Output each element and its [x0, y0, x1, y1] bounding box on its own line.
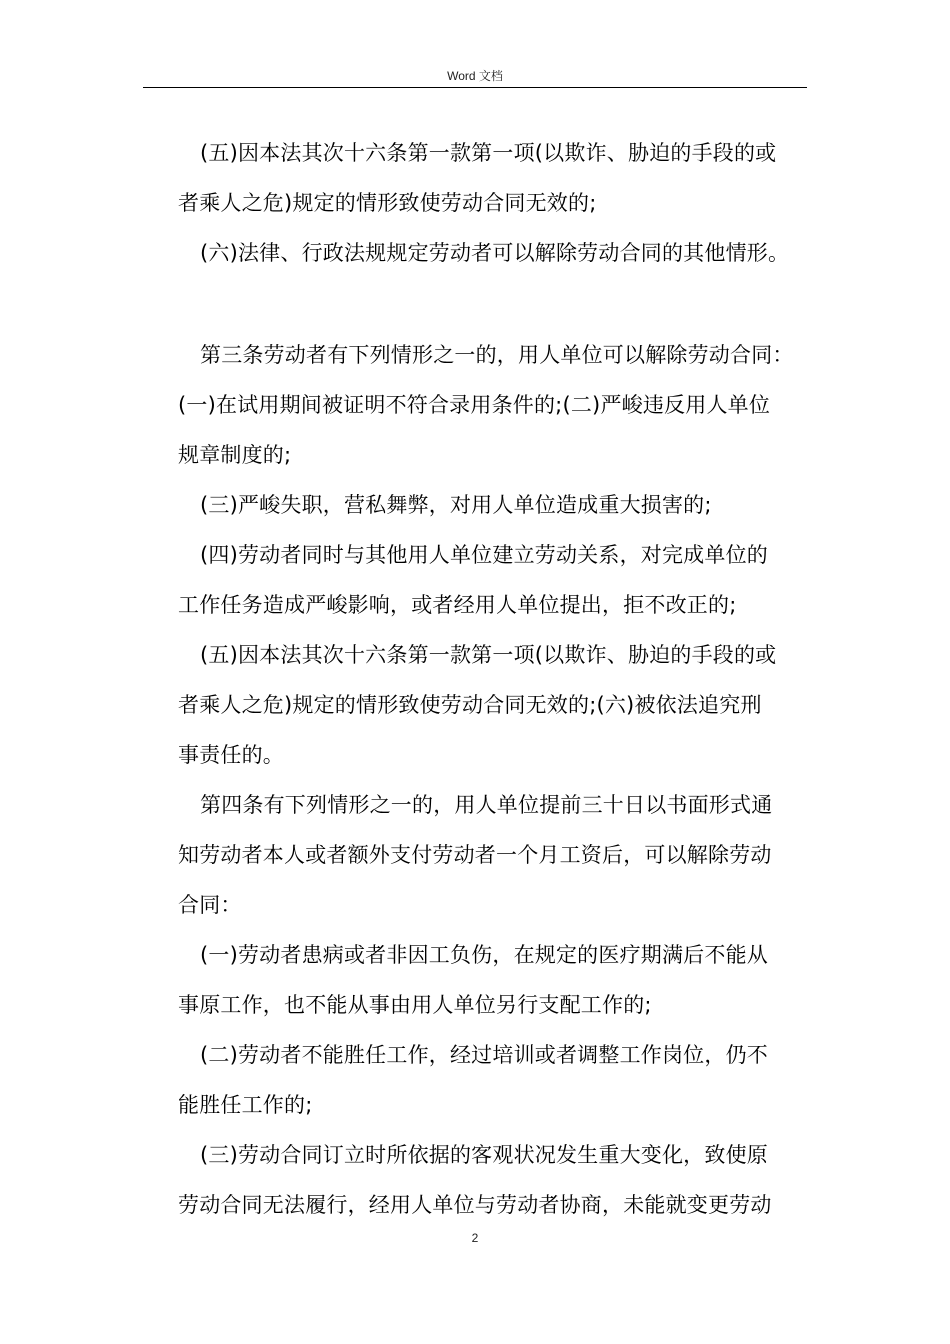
paragraph-line: 劳动合同无法履行，经用人单位与劳动者协商，未能就变更劳动: [178, 1193, 772, 1217]
document-body: [178, 128, 808, 1230]
paragraph-line: 第三条劳动者有下列情形之一的，用人单位可以解除劳动合同：: [200, 343, 794, 367]
page-header-title: Word 文档: [447, 69, 503, 83]
paragraph-line: 工作任务造成严峻影响，或者经用人单位提出，拒不改正的;: [178, 593, 737, 617]
paragraph-line: 者乘人之危)规定的情形致使劳动合同无效的;: [178, 191, 597, 215]
paragraph-line: 事责任的。: [178, 743, 284, 767]
paragraph-line: (二)劳动者不能胜任工作，经过培训或者调整工作岗位，仍不: [200, 1043, 768, 1067]
paragraph-spacer: [178, 278, 808, 330]
paragraph-line: (一)劳动者患病或者非因工负伤，在规定的医疗期满后不能从: [200, 943, 768, 967]
paragraph-line: 能胜任工作的;: [178, 1093, 313, 1117]
paragraph-line: 规章制度的;: [178, 443, 292, 467]
paragraph-line: (三)劳动合同订立时所依据的客观状况发生重大变化，致使原: [200, 1143, 768, 1167]
paragraph-line: (六)法律、行政法规规定劳动者可以解除劳动合同的其他情形。: [200, 241, 790, 265]
header-divider: [143, 87, 807, 88]
paragraph-line: 事原工作，也不能从事由用人单位另行支配工作的;: [178, 993, 652, 1017]
page-number: 2: [471, 1231, 479, 1245]
paragraph-line: (五)因本法其次十六条第一款第一项(以欺诈、胁迫的手段的或: [200, 643, 777, 667]
paragraph-line: 第四条有下列情形之一的，用人单位提前三十日以书面形式通: [200, 793, 773, 817]
paragraph-line: (三)严峻失职，营私舞弊，对用人单位造成重大损害的;: [200, 493, 712, 517]
paragraph-line: 合同：: [178, 893, 242, 917]
paragraph-line: 者乘人之危)规定的情形致使劳动合同无效的;(六)被依法追究刑: [178, 693, 762, 717]
paragraph-line: (四)劳动者同时与其他用人单位建立劳动关系，对完成单位的: [200, 543, 768, 567]
paragraph-line: (一)在试用期间被证明不符合录用条件的;(二)严峻违反用人单位: [178, 393, 771, 417]
paragraph-line: 知劳动者本人或者额外支付劳动者一个月工资后，可以解除劳动: [178, 843, 772, 867]
paragraph-line: (五)因本法其次十六条第一款第一项(以欺诈、胁迫的手段的或: [200, 141, 777, 165]
